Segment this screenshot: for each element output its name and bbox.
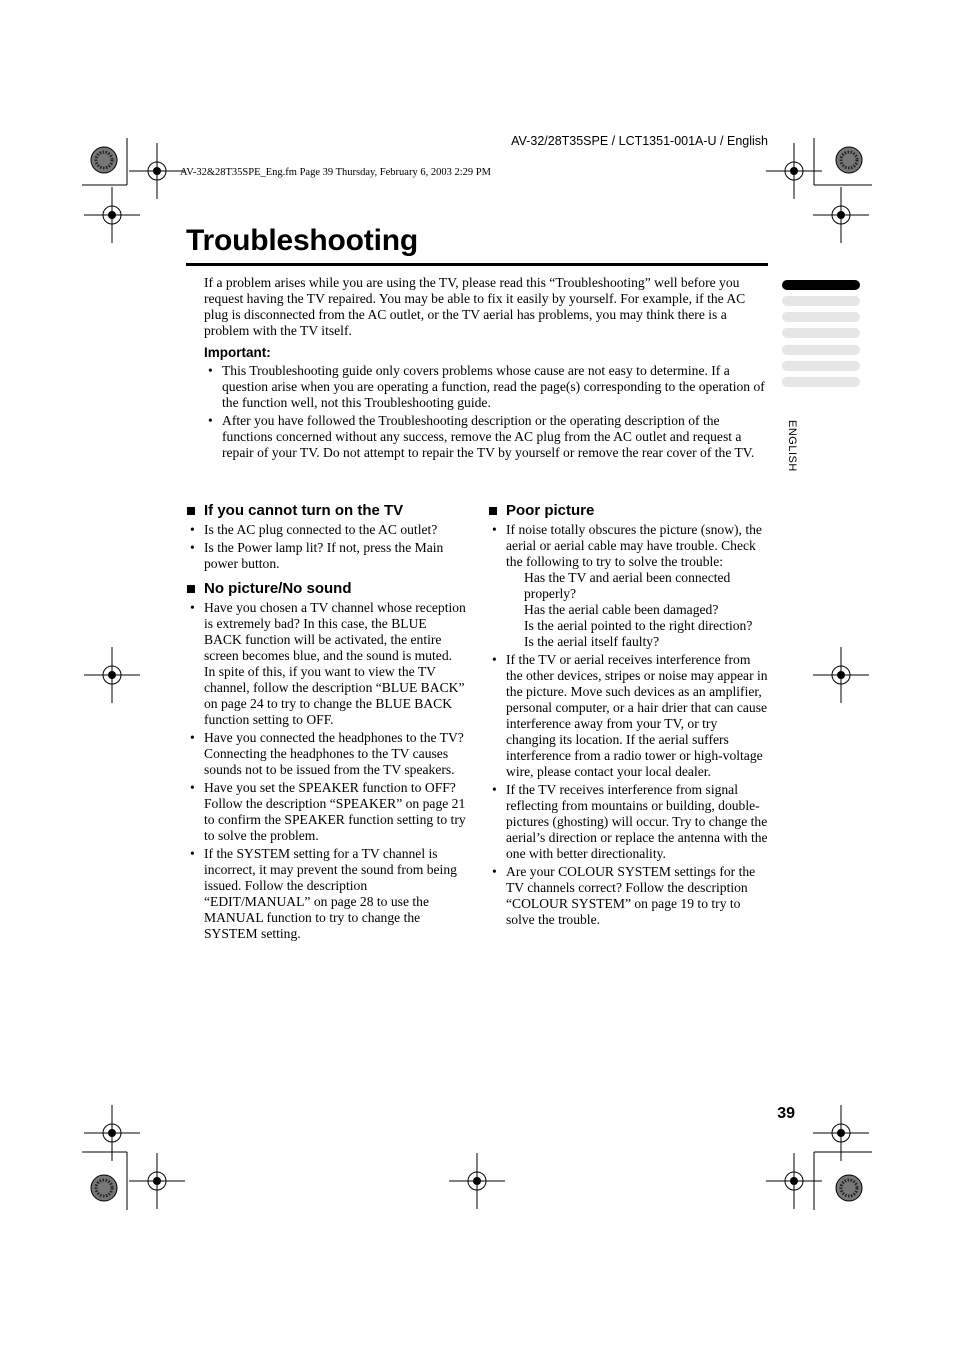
registration-mark [813,1105,869,1161]
list-item: • Is the AC plug connected to the AC outlet? [190,522,438,537]
starburst-mark-top-right [836,147,862,173]
registration-mark [84,187,140,243]
registration-mark [449,1153,505,1209]
section-heading: Poor picture [488,502,768,520]
list-item: • Are your COLOUR SYSTEM settings for the TV channels correct? Follow the description “COLOUR SYSTEM” on page 19 to try to solve the trouble. [492,864,756,927]
page-title: Troubleshooting [186,224,418,257]
left-column [186,502,466,950]
registration-mark [813,187,869,243]
starburst-mark-bottom-right [836,1175,862,1201]
language-tab [782,377,860,387]
language-tab-active [782,280,860,290]
registration-mark [84,647,140,703]
list-item: • If the TV or aerial receives interference from the other devices, stripes or noise may appear in the picture. Move such devices as an amplifier, personal computer, or a hair drier that can cause interference away from your TV, or try changing its location. If the aerial suffers interference from a radio tower or high-voltage wire, please contact your local dealer. [492,652,768,779]
starburst-mark-top-left [91,147,117,173]
important-list [204,363,766,463]
page-number: 39 [777,1105,795,1122]
list-item: • This Troubleshooting guide only covers problems whose cause are not easy to determine. If a question arise when you are operating a function, read the page(s) corresponding to the operation of the function well, not this Troubleshooting guide. [208,363,765,410]
list-item: • After you have followed the Troubleshooting description or the operating description of the functions concerned without any success, remove the AC plug from the AC outlet and request a repair of your TV. Do not attempt to repair the TV by yourself or remove the rear cover of the TV. [208,413,755,460]
list-item: • Is the Power lamp lit? If not, press the Main power button. [190,540,444,571]
language-tab [782,361,860,371]
section-heading: If you cannot turn on the TV [186,502,466,520]
check-list [506,570,768,650]
square-bullet-icon [187,507,195,515]
section-poor-picture [488,502,768,928]
language-tab [782,328,860,338]
check-item: Has the TV and aerial been connected properly? [524,570,731,601]
square-bullet-icon [187,585,195,593]
registration-mark [84,1105,140,1161]
section-no-picture [186,580,466,942]
intro-paragraph: If a problem arises while you are using the TV, please read this “Troubleshooting” well before you request having the TV repaired. You may be able to fix it easily by yourself. For example, if the AC plug is disconnected from the AC outlet, or the TV aerial has problems, you may think there is a problem with the TV itself. [204,275,746,338]
language-tab [782,296,860,306]
list-item: • If the SYSTEM setting for a TV channel is incorrect, it may prevent the sound from being issued. Follow the description “EDIT/MANUAL” on page 28 to use the MANUAL function to try to change the SYSTEM setting. [190,846,457,941]
starburst-mark-bottom-left [91,1175,117,1201]
list-item: • Have you chosen a TV channel whose reception is extremely bad? In this case, the BLUE BACK function will be activated, the entire screen becomes blue, and the sound is muted. In spite of this, if you want to view the TV channel, follow the description “BLUE BACK” on page 24 to try to change the BLUE BACK function setting to OFF. [190,600,466,727]
registration-mark [129,1153,185,1209]
check-item: Is the aerial pointed to the right direction? [524,618,753,633]
list-item: • Have you set the SPEAKER function to OFF? Follow the description “SPEAKER” on page 21 to confirm the SPEAKER function setting to try to solve the problem. [190,780,466,843]
language-tab [782,345,860,355]
square-bullet-icon [489,507,497,515]
title-rule [186,263,768,266]
document-reference: AV-32/28T35SPE / LCT1351-001A-U / English [511,134,768,148]
file-info: AV-32&28T35SPE_Eng.fm Page 39 Thursday, February 6, 2003 2:29 PM [180,167,491,178]
list-item: • If noise totally obscures the picture (snow), the aerial or aerial cable may have trouble. Check the following to try to solve the trouble: Has the TV and aerial been connected properly? Has the aerial cable been damaged? Is the aerial pointed to the right direction? Is the aerial itself faulty? [488,522,768,650]
section-heading: No picture/No sound [186,580,466,598]
section-cannot-turn-on [186,502,466,572]
important-label: Important: [204,345,271,360]
registration-mark [129,143,185,199]
check-item: Is the aerial itself faulty? [524,634,660,649]
registration-mark [813,647,869,703]
right-column [488,502,768,936]
list-item: • If the TV receives interference from signal reflecting from mountains or building, double-pictures (ghosting) will occur. Try to change the aerial’s direction or replace the antenna with the one with better directionality. [492,782,768,861]
list-item: • Have you connected the headphones to the TV? Connecting the headphones to the TV causes sounds not to be issued from the TV speakers. [190,730,464,777]
language-tab [782,312,860,322]
language-label: ENGLISH [786,420,798,472]
check-item: Has the aerial cable been damaged? [524,602,719,617]
